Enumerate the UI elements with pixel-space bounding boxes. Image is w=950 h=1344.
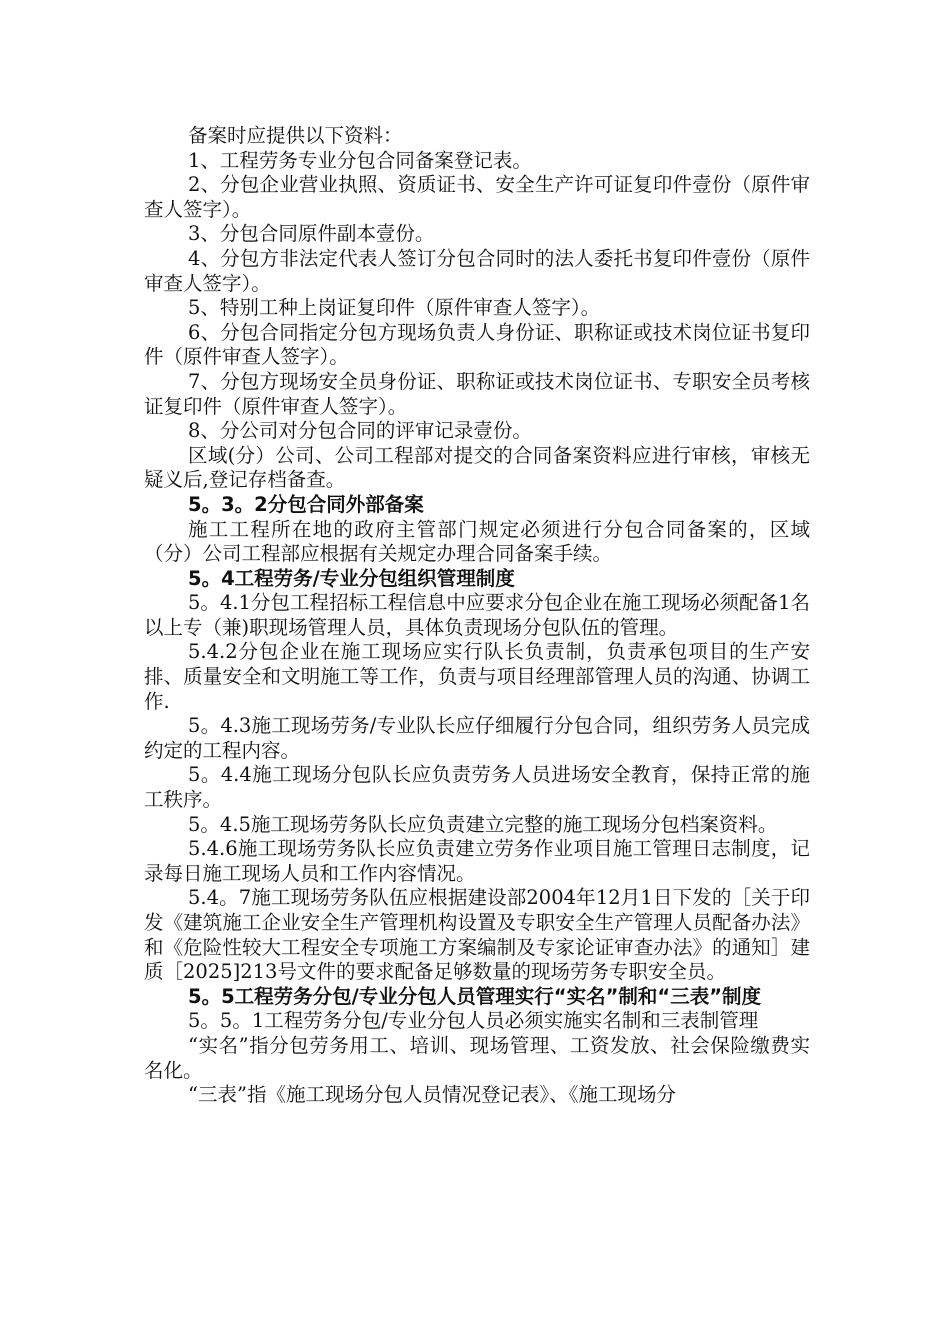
paragraph: 5。4.3施工现场劳务/专业队长应仔细履行分包合同，组织劳务人员完成约定的工程内容。 [144, 714, 810, 762]
list-item: 1、工程劳务专业分包合同备案登记表。 [188, 148, 532, 172]
paragraph: 5。4.5施工现场劳务队长应负责建立完整的施工现场分包档案资料。 [188, 812, 778, 836]
list-item: 8、分公司对分包合同的评审记录壹份。 [188, 419, 532, 443]
paragraph: 备案时应提供以下资料： [188, 124, 403, 147]
section-heading: 5。5工程劳务分包/专业分包人员管理实行“实名”制和“三表”制度 [188, 984, 762, 1008]
list-item: 5、特别工种上岗证复印件（原件审查人签字）。 [188, 296, 601, 320]
paragraph: 施工工程所在地的政府主管部门规定必须进行分包合同备案的，区域（分）公司工程部应根据有关规定办理合同备案手续。 [144, 517, 810, 566]
list-item: 4、分包方非法定代表人签订分包合同时的法人委托书复印件壹份（原件审查人签字）。 [144, 246, 810, 295]
section-heading: 5。4工程劳务/专业分包组织管理制度 [188, 566, 515, 590]
section-heading: 5。3。2分包合同外部备案 [188, 492, 424, 516]
list-item: 6、分包合同指定分包方现场负责人身份证、职称证或技术岗位证书复印件（原件审查人签字）。 [144, 320, 810, 369]
paragraph: “三表”指《施工现场分包人员情况登记表》、《施工现场分 [188, 1083, 676, 1107]
list-item: 3、分包合同原件副本壹份。 [188, 222, 435, 246]
document-body [144, 124, 810, 1108]
paragraph: “实名”指分包劳务用工、培训、现场管理、工资发放、社会保险缴费实名化。 [144, 1033, 810, 1082]
paragraph: 5.4.6施工现场劳务队长应负责建立劳务作业项目施工管理日志制度，记录每日施工现场人员和工作内容情况。 [144, 837, 810, 885]
list-item: 2、分包企业营业执照、资质证书、安全生产许可证复印件壹份（原件审查人签字）。 [144, 173, 810, 221]
paragraph: 5.4。7施工现场劳务队伍应根据建设部2004年12月1日下发的［关于印发《建筑施工企业安全生产管理机构设置及专职安全生产管理人员配备办法》和《危险性较大工程安全专项施工方案编制及专家论证审查办法》的通知］建质［2025]213号文件的要求配备足够数量的现场劳务专职安全员。 [144, 886, 810, 984]
paragraph: 5。4.4施工现场分包队长应负责劳务人员进场安全教育，保持正常的施工秩序。 [144, 763, 810, 812]
list-item: 7、分包方现场安全员身份证、职称证或技术岗位证书、专职安全员考核证复印件（原件审查人签字）。 [144, 369, 810, 418]
paragraph: 5.4.2分包企业在施工现场应实行队长负责制，负责承包项目的生产安排、质量安全和文明施工等工作，负责与项目经理部管理人员的沟通、协调工作. [144, 640, 810, 713]
paragraph: 5。5。1工程劳务分包/专业分包人员必须实施实名制和三表制管理 [188, 1009, 759, 1033]
paragraph: 区域(分）公司、公司工程部对提交的合同备案资料应进行审核，审核无疑义后,登记存档备查。 [144, 443, 810, 492]
paragraph: 5。4.1分包工程招标工程信息中应要求分包企业在施工现场必须配备1名以上专（兼)职现场管理人员，具体负责现场分包队伍的管理。 [144, 591, 810, 639]
